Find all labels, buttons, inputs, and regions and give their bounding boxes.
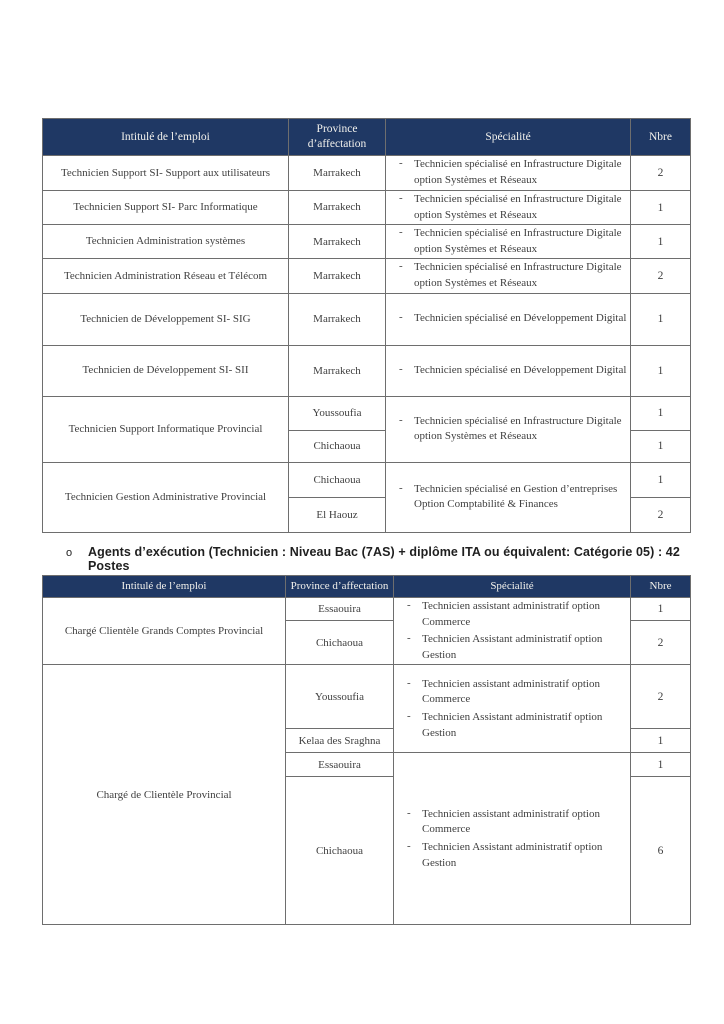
header-province-affectation: Province d’affectation <box>289 119 386 156</box>
dash-bullet: - <box>399 481 403 494</box>
specialty-text: Technicien spécialisé en Infrastructure Digitale option Systèmes et Réseaux <box>414 261 622 290</box>
province-cell: Marrakech <box>289 191 386 225</box>
count-cell: 1 <box>631 598 691 621</box>
specialty-text: Technicien Assistant administratif option Gestion <box>422 840 603 869</box>
specialty-cell <box>386 259 631 293</box>
province-cell: Chichaoua <box>286 621 394 665</box>
province-cell: Marrakech <box>289 345 386 396</box>
count-cell: 2 <box>631 497 691 532</box>
specialty-text: Technicien spécialisé en Infrastructure Digitale option Systèmes et Réseaux <box>414 158 622 186</box>
specialty-text: Technicien spécialisé en Développement Digital <box>414 312 627 325</box>
dash-bullet: - <box>399 311 403 324</box>
header-nbre: Nbre <box>631 576 691 598</box>
specialty-cell <box>386 396 631 462</box>
table-row <box>43 462 691 497</box>
count-cell: 1 <box>631 729 691 753</box>
header-specialite: Spécialité <box>386 119 631 156</box>
province-cell: Marrakech <box>289 156 386 191</box>
count-cell: 1 <box>631 293 691 345</box>
dash-bullet: - <box>399 157 403 170</box>
specialty-cell <box>394 665 631 753</box>
specialty-cell <box>386 462 631 532</box>
table-row <box>43 191 691 225</box>
header-intitule-emploi: Intitulé de l’emploi <box>43 119 289 156</box>
table-row <box>43 225 691 259</box>
province-cell: Chichaoua <box>289 462 386 497</box>
table-row <box>43 665 691 729</box>
province-cell: Marrakech <box>289 293 386 345</box>
specialty-cell <box>386 225 631 259</box>
count-cell: 2 <box>631 156 691 191</box>
dash-bullet: - <box>399 226 403 239</box>
table-row <box>43 598 691 621</box>
specialty-cell <box>386 345 631 396</box>
specialty-text: Technicien spécialisé en Infrastructure Digitale option Systèmes et Réseaux <box>414 193 622 221</box>
province-cell: Kelaa des Sraghna <box>286 729 394 753</box>
count-cell: 2 <box>631 665 691 729</box>
specialty-text: Technicien spécialisé en Infrastructure Digitale option Systèmes et Réseaux <box>414 414 622 443</box>
province-cell: Chichaoua <box>286 777 394 925</box>
section-heading <box>66 545 706 573</box>
table-row <box>43 293 691 345</box>
count-cell: 2 <box>631 259 691 293</box>
dash-bullet: - <box>407 632 411 645</box>
specialty-cell <box>386 156 631 191</box>
table-row <box>43 156 691 191</box>
province-cell: Marrakech <box>289 259 386 293</box>
specialty-text: Technicien assistant administratif option Commerce <box>422 600 600 628</box>
job-title-cell: Technicien Support Informatique Provincial <box>43 396 289 462</box>
specialty-text: Technicien spécialisé en Infrastructure Digitale option Systèmes et Réseaux <box>414 227 622 255</box>
dash-bullet: - <box>407 709 411 722</box>
table-postes-techniciens-specialises <box>42 118 691 533</box>
province-cell: Essaouira <box>286 598 394 621</box>
count-cell: 1 <box>631 396 691 430</box>
dash-bullet: - <box>407 806 411 819</box>
header-province-affectation: Province d’affectation <box>286 576 394 598</box>
specialty-text: Technicien assistant administratif option Commerce <box>422 807 600 836</box>
job-title-cell: Technicien de Développement SI- SII <box>43 345 289 396</box>
job-title-cell: Technicien Administration Réseau et Télécom <box>43 259 289 293</box>
specialty-text: Technicien spécialisé en Développement Digital <box>414 363 627 376</box>
header-intitule-emploi: Intitulé de l’emploi <box>43 576 286 598</box>
table-row <box>43 396 691 430</box>
dash-bullet: - <box>407 839 411 852</box>
table-postes-agents-execution <box>42 575 691 925</box>
count-cell: 1 <box>631 345 691 396</box>
header-nbre: Nbre <box>631 119 691 156</box>
specialty-text: Technicien assistant administratif option Commerce <box>422 677 600 706</box>
count-cell: 2 <box>631 621 691 665</box>
specialty-cell <box>386 293 631 345</box>
job-title-cell: Technicien Support SI- Parc Informatique <box>43 191 289 225</box>
job-title-cell: Technicien Administration systèmes <box>43 225 289 259</box>
job-title-cell: Technicien Support SI- Support aux utilisateurs <box>43 156 289 191</box>
dash-bullet: - <box>407 599 411 611</box>
specialty-text: Technicien Assistant administratif option Gestion <box>422 710 603 739</box>
count-cell: 1 <box>631 191 691 225</box>
job-title-cell: Technicien de Développement SI- SIG <box>43 293 289 345</box>
specialty-cell <box>394 753 631 925</box>
province-cell: El Haouz <box>289 497 386 532</box>
table-header-row <box>43 576 691 598</box>
table-row <box>43 259 691 293</box>
dash-bullet: - <box>407 676 411 689</box>
specialty-text: Technicien Assistant administratif option Gestion <box>422 633 603 661</box>
job-title-cell: Chargé Clientèle Grands Comptes Provincial <box>43 598 286 665</box>
header-specialite: Spécialité <box>394 576 631 598</box>
specialty-cell <box>386 191 631 225</box>
specialty-cell <box>394 598 631 665</box>
specialty-text: Technicien spécialisé en Gestion d’entreprises Option Comptabilité & Finances <box>414 482 618 511</box>
section-heading-text: Agents d’exécution (Technicien : Niveau Bac (7AS) + diplôme ITA ou équivalent: Catégorie 05) : 42 Postes <box>88 545 680 573</box>
dash-bullet: - <box>399 362 403 375</box>
count-cell: 1 <box>631 753 691 777</box>
table-row <box>43 345 691 396</box>
province-cell: Essaouira <box>286 753 394 777</box>
province-cell: Youssoufia <box>289 396 386 430</box>
count-cell: 6 <box>631 777 691 925</box>
count-cell: 1 <box>631 225 691 259</box>
count-cell: 1 <box>631 430 691 462</box>
job-title-cell: Chargé de Clientèle Provincial <box>43 665 286 925</box>
circle-bullet: o <box>66 547 73 559</box>
dash-bullet: - <box>399 413 403 426</box>
job-title-cell: Technicien Gestion Administrative Provincial <box>43 462 289 532</box>
province-cell: Youssoufia <box>286 665 394 729</box>
table-header-row <box>43 119 691 156</box>
dash-bullet: - <box>399 260 403 273</box>
count-cell: 1 <box>631 462 691 497</box>
province-cell: Marrakech <box>289 225 386 259</box>
dash-bullet: - <box>399 192 403 204</box>
province-cell: Chichaoua <box>289 430 386 462</box>
